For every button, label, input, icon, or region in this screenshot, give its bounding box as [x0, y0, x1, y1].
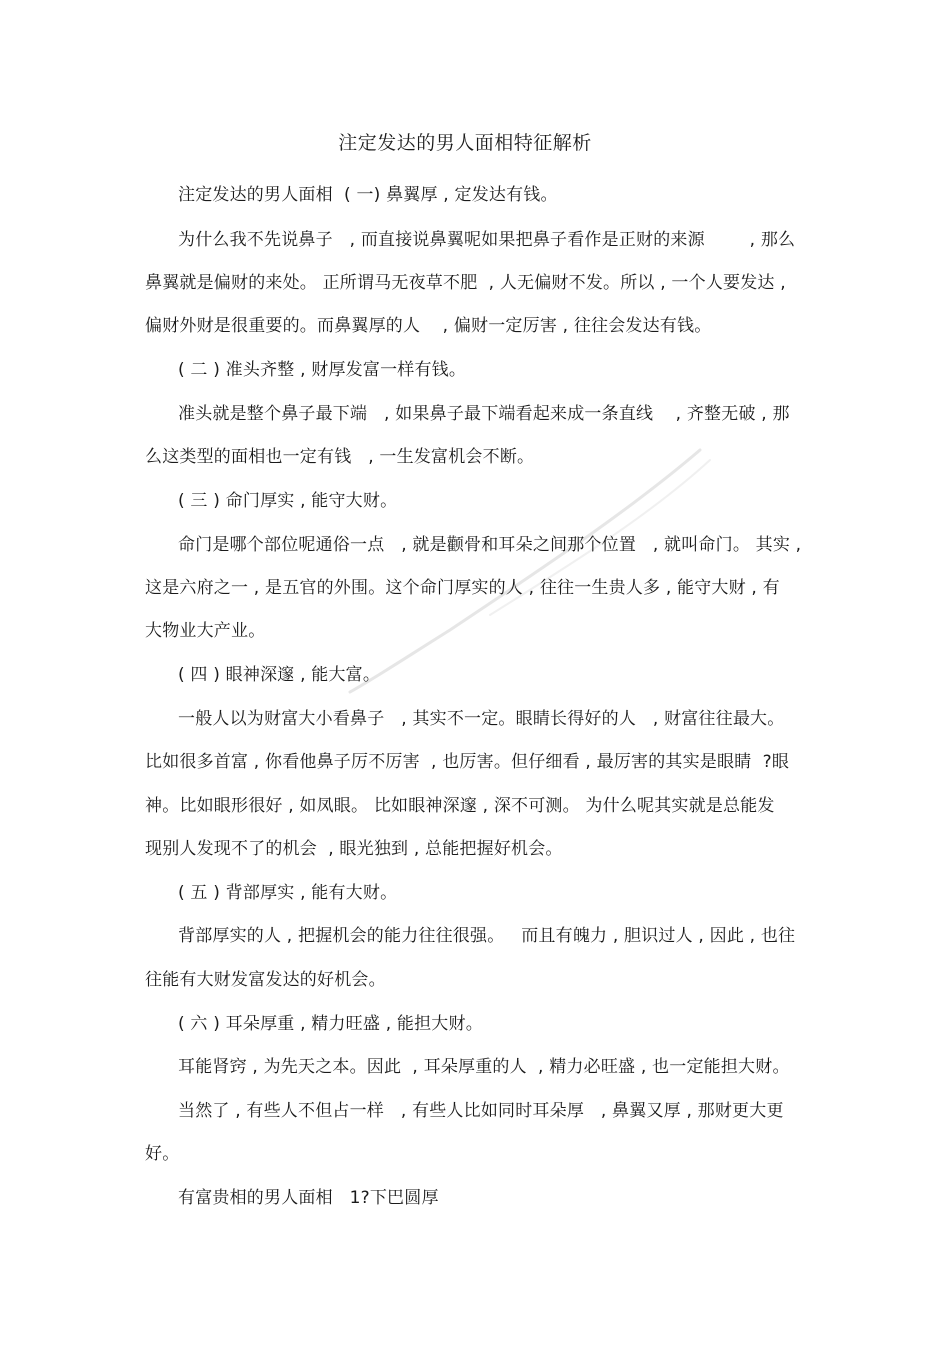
- para-line: 准头就是整个鼻子最下端 , 如果鼻子最下端看起来成一条直线 , 齐整无破 , 那: [178, 404, 790, 424]
- para-line: 有富贵相的男人面相 1?下巴圆厚: [178, 1188, 439, 1208]
- para-line: 命门是哪个部位呢通俗一点 , 就是颧骨和耳朵之间那个位置 , 就叫命门。 其实 ,: [178, 535, 802, 555]
- para-line: 鼻翼就是偏财的来处。 正所谓马无夜草不肥 , 人无偏财不发。所以 , 一个人要发达 ,: [145, 273, 786, 293]
- watermark-stroke: [330, 440, 750, 700]
- para-line: 背部厚实的人 , 把握机会的能力往往很强。 而且有魄力 , 胆识过人 , 因此 , 也往: [178, 926, 796, 946]
- para-line: 大物业大产业。: [145, 621, 266, 641]
- para-line: 神。比如眼形很好 , 如凤眼。 比如眼神深邃 , 深不可测。 为什么呢其实就是总能发: [145, 796, 775, 816]
- para-line: 一般人以为财富大小看鼻子 , 其实不一定。眼睛长得好的人 , 财富往往最大。: [178, 709, 785, 729]
- para-line: 耳能肾窍 , 为先天之本。因此 , 耳朵厚重的人 , 精力必旺盛 , 也一定能担大财。: [178, 1057, 790, 1077]
- para-line: 为什么我不先说鼻子 , 而直接说鼻翼呢如果把鼻子看作是正财的来源 , 那么: [178, 230, 796, 250]
- section-heading: ( 二 ) 准头齐整 , 财厚发富一样有钱。: [178, 360, 467, 380]
- section-heading: ( 六 ) 耳朵厚重 , 精力旺盛 , 能担大财。: [178, 1014, 483, 1034]
- para-line: 注定发达的男人面相 ( 一) 鼻翼厚 , 定发达有钱。: [178, 185, 558, 205]
- para-line: 现别人发现不了的机会 , 眼光独到 , 总能把握好机会。: [145, 839, 563, 859]
- para-line: 比如很多首富 , 你看他鼻子厉不厉害 , 也厉害。但仔细看 , 最厉害的其实是眼睛 ?眼: [145, 752, 790, 772]
- section-heading: ( 三 ) 命门厚实 , 能守大财。: [178, 491, 398, 511]
- para-line: 这是六府之一 , 是五官的外围。这个命门厚实的人 , 往往一生贵人多 , 能守大财 , 有: [145, 578, 780, 598]
- section-heading: ( 四 ) 眼神深邃 , 能大富。: [178, 665, 381, 685]
- document-title: 注定发达的男人面相特征解析: [338, 132, 592, 154]
- para-line: 好。: [145, 1144, 180, 1164]
- para-line: 么这类型的面相也一定有钱 , 一生发富机会不断。: [145, 447, 535, 467]
- para-line: 偏财外财是很重要的。而鼻翼厚的人 , 偏财一定厉害 , 往往会发达有钱。: [145, 316, 712, 336]
- section-heading: ( 五 ) 背部厚实 , 能有大财。: [178, 883, 398, 903]
- para-line: 当然了 , 有些人不但占一样 , 有些人比如同时耳朵厚 , 鼻翼又厚 , 那财更大更: [178, 1101, 784, 1121]
- para-line: 往能有大财发富发达的好机会。: [145, 970, 386, 990]
